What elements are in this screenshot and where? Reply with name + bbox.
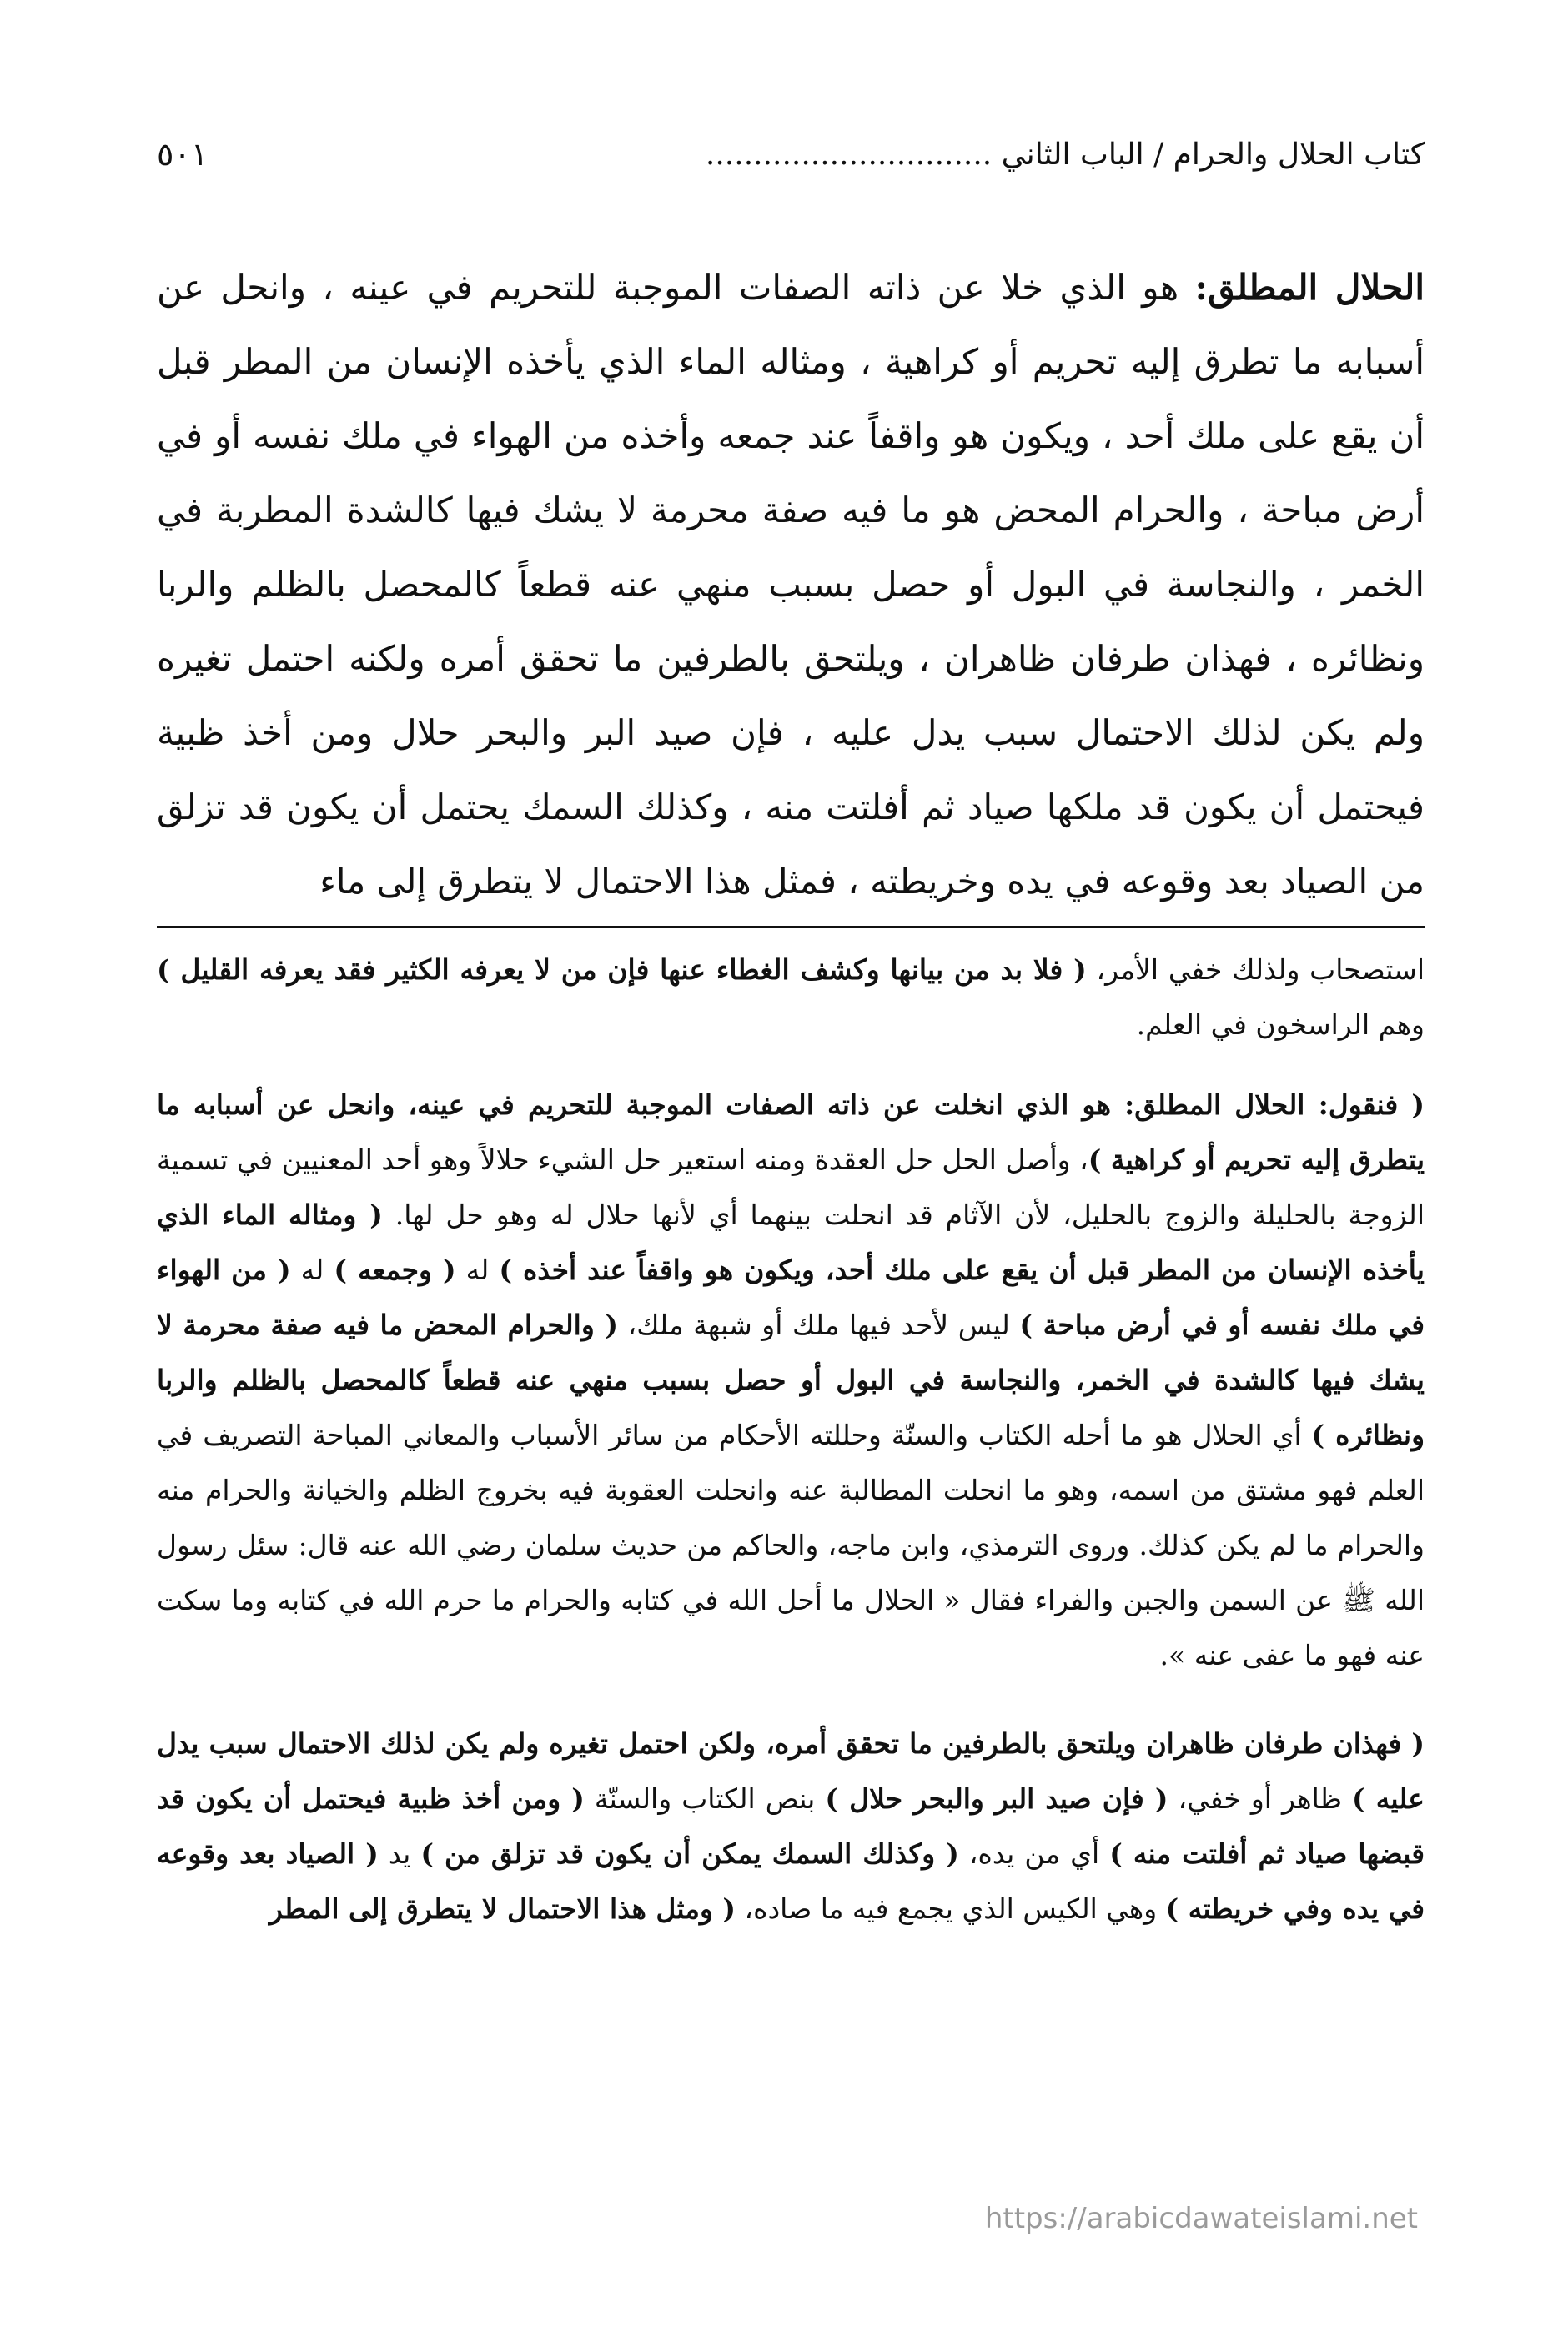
- quoted-text: ( من الهواء في ملك نفسه أو في أرض مباحة ): [157, 1254, 1425, 1341]
- commentary-section: [157, 942, 1425, 1937]
- quoted-text: ( ومثل هذا الاحتمال لا يتطرق إلى المطر: [269, 1892, 736, 1925]
- main-text: [157, 250, 1425, 918]
- main-term: الحلال المطلق:: [1194, 267, 1425, 308]
- commentary-paragraph-1: [157, 942, 1425, 1053]
- commentary-text: أي من يده،: [958, 1837, 1110, 1870]
- watermark-url: https://arabicdawateislami.net: [984, 2202, 1418, 2235]
- quoted-text: ( ومن أخذ ظبية فيحتمل أن يكون قد قبضها صياد ثم أفلتت منه ): [157, 1782, 1425, 1870]
- quoted-text: ( وكذلك السمك يمكن أن يكون قد تزلق من ): [420, 1837, 959, 1870]
- commentary-text: ظاهر أو خفي،: [1168, 1782, 1353, 1815]
- commentary-text: له: [455, 1254, 500, 1286]
- book-page: [157, 0, 1425, 2332]
- main-body: هو الذي خلا عن ذاته الصفات الموجبة للتحريم في عينه ، وانحل عن أسبابه ما تطرق إليه تحريم أو كراهية ، ومثاله الماء الذي يأخذه الإنسان من المطر قبل أن يقع على ملك أحد ، ويكون هو واقفاً عند جمعه وأخذه من الهواء في ملك نفسه أو في أرض مباحة ، والحرام المحض هو ما فيه صفة محرمة لا يشك فيها كالشدة المطربة في الخمر ، والنجاسة في البول أو حصل بسبب منهي عنه قطعاً كالمحصل بالظلم والربا ونظائره ، فهذان طرفان ظاهران ، ويلتحق بالطرفين ما تحقق أمره ولكنه احتمل تغيره ولم يكن لذلك الاحتمال سبب يدل عليه ، فإن صيد البر والبحر حلال ومن أخذ ظبية فيحتمل أن يكون قد ملكها صياد ثم أفلتت منه ، وكذلك السمك يحتمل أن يكون قد تزلق من الصياد بعد وقوعه في يده وخريطته ، فمثل هذا الاحتمال لا يتطرق إلى ماء: [157, 267, 1425, 902]
- quoted-text: ( وجمعه ): [334, 1254, 456, 1286]
- quoted-text: ( فلا بد من بيانها وكشف الغطاء عنها فإن من لا يعرفه الكثير فقد يعرفه القليل ): [157, 953, 1087, 986]
- commentary-paragraph-3: [157, 1716, 1425, 1937]
- quoted-text: ( والحرام المحض ما فيه صفة محرمة لا يشك فيها كالشدة في الخمر، والنجاسة في البول أو حصل بسبب منهي عنه قطعاً كالمحصل بالظلم والربا ونظائره ): [157, 1309, 1425, 1451]
- quoted-text: ( الصياد بعد وقوعه في يده وفي خريطته ): [157, 1837, 1425, 1925]
- quoted-text: ( فإن صيد البر والبحر حلال ): [825, 1782, 1168, 1815]
- commentary-paragraph-2: [157, 1078, 1425, 1683]
- quoted-text: ( فنقول: الحلال المطلق: هو الذي انخلت عن ذاته الصفات الموجبة للتحريم في عينه، وانحل عن أسبابه ما يتطرق إليه تحريم أو كراهية ): [157, 1088, 1425, 1176]
- commentary-text: بنص الكتاب والسنّة: [584, 1782, 826, 1815]
- main-paragraph: [157, 250, 1425, 918]
- commentary-text: وهي الكيس الذي يجمع فيه ما صاده،: [736, 1892, 1166, 1925]
- commentary-text: وهم الراسخون في العلم.: [1136, 1008, 1425, 1041]
- quoted-text: ( ومثاله الماء الذي يأخذه الإنسان من المطر قبل أن يقع على ملك أحد، ويكون هو واقفاً عند أخذه ): [157, 1199, 1425, 1286]
- commentary-text: له: [290, 1254, 334, 1286]
- commentary-text: ليس لأحد فيها ملك أو شبهة ملك،: [617, 1309, 1020, 1341]
- commentary-text: ، وأصل الحل حل العقدة ومنه استعير حل الشيء حلالاً وهو أحد المعنيين في تسمية الزوجة بالحليلة والزوج بالحليل، لأن الآثام قد انحلت بينهما أي لأنها حلال له وهو حل لها.: [157, 1143, 1425, 1231]
- footnote-divider: [157, 926, 1425, 928]
- commentary-text: استصحاب ولذلك خفي الأمر،: [1086, 953, 1425, 986]
- commentary-text: أي الحلال هو ما أحله الكتاب والسنّة وحللته الأحكام من سائر الأسباب والمعاني المباحة التصريف في العلم فهو مشتق من اسمه، وهو ما انحلت المطالبة عنه وانحلت العقوبة فيه بخروج الظلم والخيانة والحرام منه والحرام ما لم يكن كذلك. وروى الترمذي، وابن ماجه، والحاكم من حديث سلمان رضي الله عنه قال: سئل رسول الله ﷺ عن السمن والجبن والفراء فقال « الحلال ما أحل الله في كتابه والحرام ما حرم الله في كتابه وما سكت عنه فهو ما عفى عنه ».: [157, 1419, 1425, 1671]
- header-title: كتاب الحلال والحرام / الباب الثاني ..............................: [705, 137, 1425, 172]
- commentary-text: يد: [378, 1837, 421, 1870]
- quoted-text: ( فهذان طرفان ظاهران ويلتحق بالطرفين ما تحقق أمره، ولكن احتمل تغيره ولم يكن لذلك الاحتمال سبب يدل عليه ): [157, 1727, 1425, 1815]
- page-number: ٥٠١: [157, 136, 209, 173]
- running-header: [157, 125, 1425, 183]
